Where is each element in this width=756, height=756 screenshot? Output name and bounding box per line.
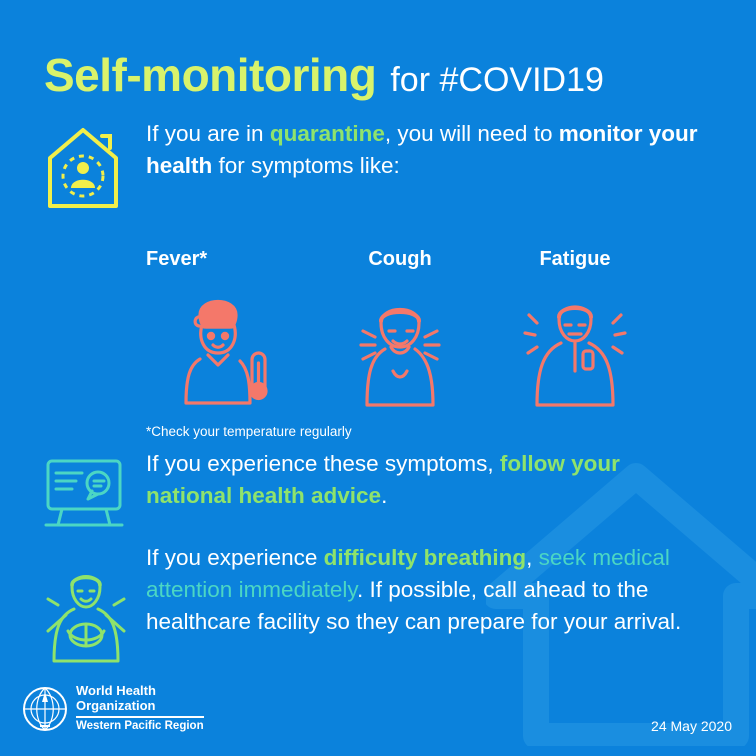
symptom-label: Fatigue bbox=[539, 248, 611, 270]
symptom-fever bbox=[140, 248, 310, 419]
advice-text bbox=[146, 448, 706, 512]
breathing-text bbox=[146, 542, 706, 638]
breathing-part1: If you experience bbox=[146, 545, 324, 570]
cough-icon bbox=[315, 279, 485, 419]
breathing-part2: , bbox=[526, 545, 539, 570]
symptom-label: Cough bbox=[368, 248, 432, 270]
intro-part2: , you will need to bbox=[384, 121, 559, 146]
poster-title bbox=[44, 48, 604, 102]
symptom-fatigue bbox=[490, 248, 660, 419]
fever-footnote: *Check your temperature regularly bbox=[146, 424, 352, 439]
intro-monitor: monitor your health bbox=[146, 121, 698, 178]
who-logo-icon bbox=[22, 686, 68, 732]
intro-quarantine: quarantine bbox=[269, 121, 385, 146]
breathing-highlight-bold: difficulty breathing bbox=[323, 545, 527, 570]
intro-text bbox=[146, 118, 706, 182]
quarantine-house-icon bbox=[40, 122, 126, 214]
fatigue-icon bbox=[490, 279, 660, 419]
title-sub: for #COVID19 bbox=[390, 61, 604, 99]
symptom-label: Fever* bbox=[146, 248, 208, 270]
who-wordmark bbox=[76, 684, 204, 734]
who-line1: World Health bbox=[76, 683, 156, 698]
intro-part3: for symptoms like: bbox=[212, 152, 400, 178]
advice-part2: . bbox=[381, 482, 388, 508]
difficulty-breathing-icon bbox=[38, 565, 134, 669]
who-region: Western Pacific Region bbox=[76, 716, 204, 733]
who-logo bbox=[22, 684, 204, 734]
publication-date: 24 May 2020 bbox=[651, 718, 732, 734]
intro-part1: If you are in bbox=[146, 121, 270, 146]
symptom-cough bbox=[315, 248, 485, 419]
breathing-highlight-light: seek medical attention immediately bbox=[146, 545, 670, 602]
who-line2: Organization bbox=[76, 697, 156, 713]
symptoms-row bbox=[140, 248, 660, 419]
health-advice-screen-icon bbox=[38, 455, 130, 531]
fever-icon bbox=[140, 279, 310, 419]
advice-part1: If you experience these symptoms, bbox=[146, 451, 500, 476]
advice-highlight: follow your national health advice bbox=[146, 451, 620, 508]
breathing-part3: . If possible, call ahead to the healthcare facility so they can prepare for your arrival. bbox=[146, 576, 682, 634]
title-main: Self-monitoring bbox=[44, 49, 377, 101]
